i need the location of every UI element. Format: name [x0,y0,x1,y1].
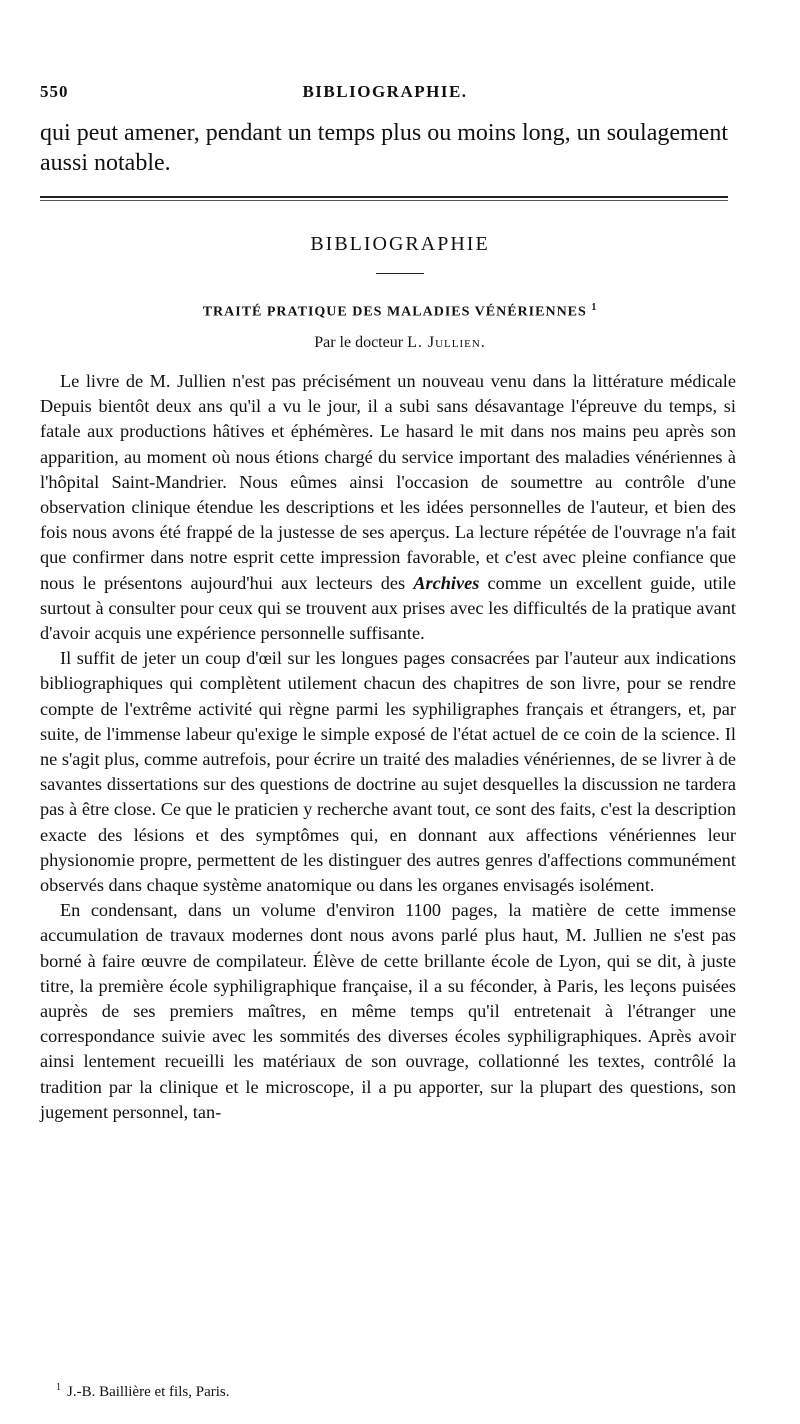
paragraph-1-start: Le livre de M. Jullien n'est pas précisément un nouveau venu dans la littérature médicale Depuis bientôt deux ans qu'il a vu le jour, il a subi sans désavantage l'épreuve du temps, si fatale aux productions hâtives et éphémères. Le hasard le mit dans nos mains peu après son apparition, au moment où nous étions chargé du service important des maladies vénériennes à l'hôpital Saint-Mandrier. Nous eûmes ainsi l'occasion de soumettre au contrôle d'une observation clinique étendue les descriptions et les idées personnelles de l'auteur, et bien des fois nous avons été frappé de la justesse de ses aperçus. La lecture répétée de l'ouvrage n'a fait que confirmer dans notre esprit cette impression favorable, et c'est avec pleine confiance que nous le présentons aujourd'hui aux lecteurs des [40,371,736,593]
paragraph-2: Il suffit de jeter un coup d'œil sur les longues pages consacrées par l'auteur aux indications bibliographiques qui complètent utilement chacun des chapitres de son livre, pour se rendre compte de l'extrême activité qui règne parmi les syphiligraphes français et étrangers, et, par suite, de l'immense labeur qu'exige le simple exposé de l'état actuel de ce coin de la science. Il ne s'agit plus, comme autrefois, pour écrire un traité des maladies vénériennes, de se livrer à de savantes dissertations sur des questions de doctrine au sujet desquelles la discussion ne tardera pas à être close. Ce que le praticien y recherche avant tout, ce sont des faits, c'est la description exacte des lésions et des symptômes qui, en donnant aux affections vénériennes leur physionomie propre, permettent de les distinguer des autres genres d'affections communément observés dans chaque système anatomique ou dans les organes envisagés isolément. [40,648,736,896]
section-title: BIBLIOGRAPHIE [310,233,490,255]
journal-name: Archives [413,572,480,593]
footnote [56,1382,229,1401]
title-rule [376,273,424,274]
footnote-text: J.-B. Baillière et fils, Paris. [67,1384,230,1400]
running-head [40,82,730,106]
review-body [40,369,736,1125]
footnote-marker: 1 [56,1382,61,1393]
running-title: BIBLIOGRAPHIE. [302,82,468,101]
previous-article-closing-text: qui peut amener, pendant un temps plus ou moins long, un soulagement aussi notable. [40,120,728,176]
paragraph-1-end: comme un excellent guide, utile surtout à consulter pour ceux qui se trouvent aux prises avec les difficultés de la pratique avant d'avoir acquis une expérience personnelle suffisante. [40,572,736,644]
reviewed-work-title [0,302,800,321]
byline [0,334,800,352]
work-title-text: TRAITÉ PRATIQUE DES MALADIES VÉNÉRIENNES [202,304,587,320]
byline-author: L. Jullien. [407,334,486,351]
footnote-reference: 1 [591,302,598,313]
section-divider [40,196,728,201]
paragraph-1 [40,369,736,646]
byline-prefix: Par le docteur [314,334,404,351]
page-number: 550 [40,82,69,101]
paragraph-3: En condensant, dans un volume d'environ 1100 pages, la matière de cette immense accumulation de travaux modernes dont nous avons parlé plus haut, M. Jullien ne s'est pas borné à faire œuvre de compilateur. Élève de cette brillante école de Lyon, qui se dit, à juste titre, la première école syphiligraphique française, il a su féconder, à Paris, les leçons puisées auprès de ses premiers maîtres, en même temps qu'il entretenait à l'étranger une correspondance suivie avec les sommités des diverses écoles syphiligraphiques. Après avoir ainsi lentement recueilli les matériaux de son ouvrage, collationné les textes, contrôlé la tradition par la clinique et le microscope, il a pu apporter, sur la plupart des questions, son jugement personnel, tan- [40,900,736,1122]
